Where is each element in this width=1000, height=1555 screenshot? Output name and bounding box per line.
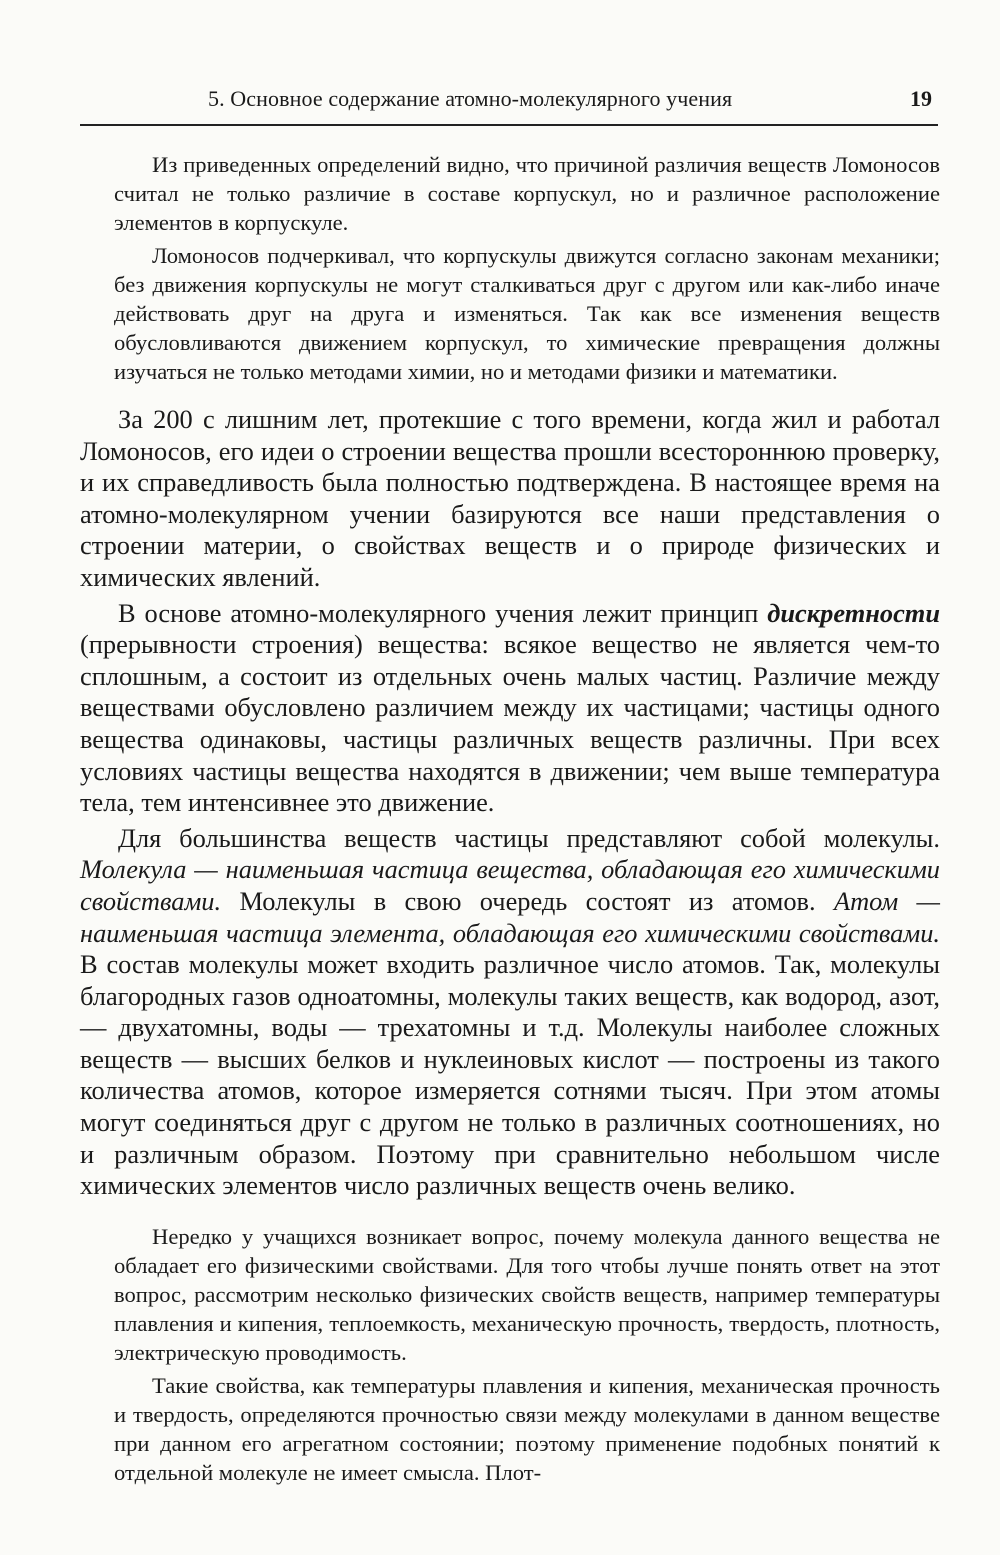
- page-body: [80, 150, 940, 1487]
- definition-molecule: Молекула — наименьшая частица вещества, обладающая его химическими свойствами.: [80, 854, 940, 916]
- paragraph: За 200 с лишним лет, протекшие с того времени, когда жил и работал Ломоносов, его идеи о строении вещества прошли всестороннюю проверку, и их справедливость была полностью подтверждена. В настоящее время на атомно-молекулярном учении базируются все наши представления о строении материи, о свойствах веществ и о природе физических и химических явлений.: [80, 404, 940, 592]
- text-run: Для большинства веществ частицы представляют собой молекулы.: [118, 822, 940, 853]
- text-run: В основе атомно-молекулярного учения лежит принцип: [118, 597, 768, 628]
- paragraph: Ломоносов подчеркивал, что корпускулы движутся согласно законам механики; без движения корпускулы не могут сталкиваться друг с другом или как-либо иначе действовать друг на друга и изменяться. Так как все изменения веществ обусловливаются движением корпускул, то химические превращения должны изучаться не только методами химии, но и методами физики и математики.: [114, 243, 940, 384]
- paragraph: Из приведенных определений видно, что причиной различия веществ Ломоносов считал не только различие в составе корпускул, но и различное расположение элементов в корпускуле.: [114, 152, 940, 235]
- text-run: (прерывности строения) вещества: всякое вещество не является чем-то сплошным, а состоит из отдельных очень малых частиц. Различие между веществами обусловлено различием между их частицами; частицы одного вещества одинаковы, частицы различных веществ различны. При всех условиях частицы вещества находятся в движении; чем выше температура тела, тем интенсивнее это движение.: [80, 629, 940, 818]
- paragraph: [80, 598, 940, 819]
- term-discreteness: дискретности: [767, 597, 940, 628]
- text-run: В состав молекулы может входить различное число атомов. Так, молекулы благородных газов одноатомны, молекулы таких веществ, как водород, азот, — двухатомны, воды — трехатомны и т.д. Молекулы наиболее сложных веществ — высших белков и нуклеиновых кислот — построены из такого количества атомов, которое измеряется сотнями тысяч. При этом атомы могут соединяться друг с другом не только в различных соотношениях, но и различным образом. Поэтому при сравнительно небольшом числе химических элементов число различных веществ очень велико.: [80, 949, 940, 1201]
- paragraph: Нередко у учащихся возникает вопрос, почему молекула данного вещества не обладает его физическими свойствами. Для того чтобы лучше понять ответ на этот вопрос, рассмотрим несколько физических свойств веществ, например температуры плавления и кипения, теплоемкость, механическую прочность, твердость, плотность, электрическую проводимость.: [114, 1223, 940, 1365]
- small-print-block-1: [80, 150, 940, 386]
- page-number: 19: [910, 86, 932, 111]
- paragraph: [80, 823, 940, 1202]
- small-print-block-2: [80, 1222, 940, 1487]
- text-run: Молекулы в свою очередь состоят из атомов.: [221, 885, 834, 916]
- running-header: [80, 84, 938, 126]
- chapter-title: 5. Основное содержание атомно-молекулярного учения: [208, 86, 733, 111]
- paragraph: Такие свойства, как температуры плавления и кипения, механическая прочность и твердость, определяются прочностью связи между молекулами в данном веществе при данном его агрегатном состоянии; поэтому применение подобных понятий к отдельной молекуле не имеет смысла. Плот-: [114, 1372, 940, 1485]
- main-text-block: [80, 404, 940, 1202]
- definition-atom: Атом — наименьшая частица элемента, обладающая его химическими свойствами.: [80, 885, 940, 948]
